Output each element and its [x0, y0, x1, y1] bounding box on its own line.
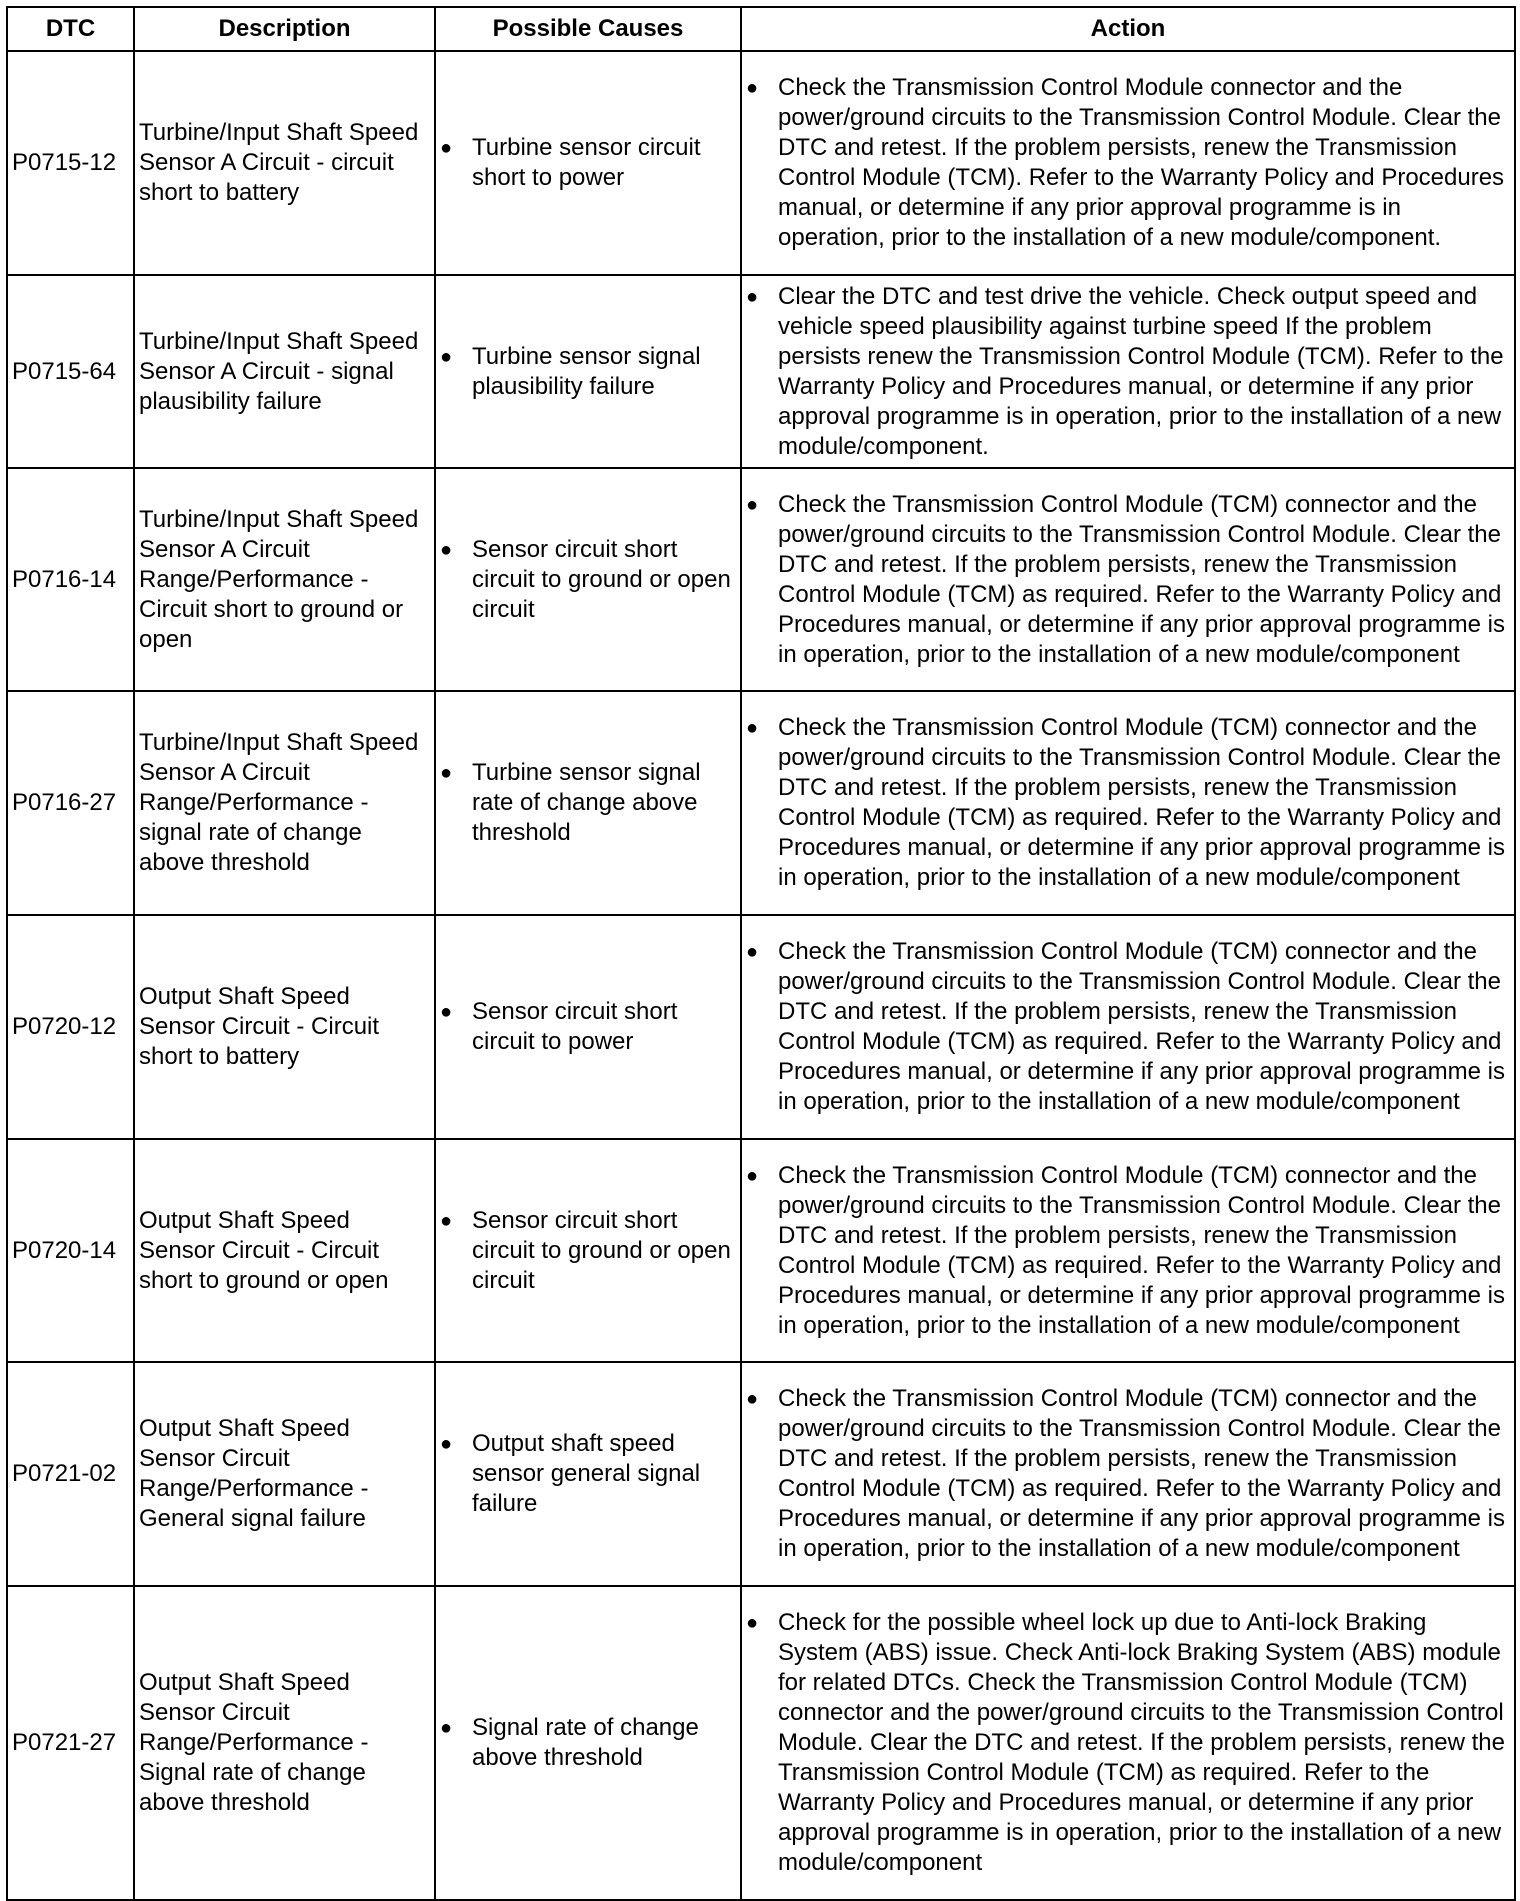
dtc-code: P0721-02 [7, 1362, 134, 1586]
action-text: Check the Transmission Control Module connector and the power/ground circuits to the Transmission Control Module. Clear the DTC and retest. If the problem persists, renew the Transmission Control Module (TCM). Refer to the Warranty Policy and Procedures manual, or determine if any prior approval programme is in operation, prior to the installation of a new module/component. [778, 74, 1505, 251]
bullet-icon: ● [746, 717, 759, 739]
bullet-icon: ● [440, 1001, 453, 1023]
possible-cause-cell [435, 915, 741, 1139]
possible-cause: Sensor circuit short circuit to ground or open circuit [472, 1206, 731, 1294]
possible-cause: Output shaft speed sensor general signal failure [472, 1430, 701, 1517]
possible-cause-cell [435, 275, 741, 468]
possible-cause: Sensor circuit short circuit to power [472, 998, 678, 1055]
possible-cause-cell [435, 51, 741, 275]
action-text: Check the Transmission Control Module (TCM) connector and the power/ground circuits to the Transmission Control Module. Clear the DTC and retest. If the problem persists, renew the Transmission Control Module (TCM) as required. Refer to the Warranty Policy and Procedures manual, or determine if any prior approval programme is in operation, prior to the installation of a new module/component [778, 490, 1505, 668]
bullet-icon: ● [440, 1433, 453, 1455]
action-text: Check for the possible wheel lock up due to Anti-lock Braking System (ABS) issue. Check Anti-lock Braking System (ABS) module for related DTCs. Check the Transmission Control Module (TCM) connector and the power/ground circuits to the Transmission Control Module. Clear the DTC and retest. If the problem persists, renew the Transmission Control Module (TCM) as required. Refer to the Warranty Policy and Procedures manual, or determine if any prior approval programme is in operation, prior to the installation of a new module/component [778, 1609, 1505, 1876]
list-item [746, 490, 1510, 670]
table-row [7, 275, 1515, 468]
bullet-icon: ● [440, 137, 453, 159]
action-cell [741, 275, 1515, 468]
list-item [746, 1384, 1510, 1564]
table-row [7, 468, 1515, 691]
bullet-icon: ● [440, 345, 453, 368]
table-row [7, 51, 1515, 275]
action-text: Check the Transmission Control Module (TCM) connector and the power/ground circuits to the Transmission Control Module. Clear the DTC and retest. If the problem persists, renew the Transmission Control Module (TCM) as required. Refer to the Warranty Policy and Procedures manual, or determine if any prior approval programme is in operation, prior to the installation of a new module/component [778, 938, 1505, 1115]
header-possible-causes: Possible Causes [435, 7, 741, 51]
possible-cause: Turbine sensor signal plausibility failure [472, 342, 701, 400]
list-item [440, 997, 736, 1057]
header-action: Action [741, 7, 1515, 51]
dtc-description: Output Shaft Speed Sensor Circuit Range/Performance - Signal rate of change above threshold [134, 1586, 435, 1900]
dtc-code: P0721-27 [7, 1586, 134, 1900]
list-item [440, 1206, 736, 1296]
dtc-table [6, 6, 1516, 1901]
action-cell [741, 1139, 1515, 1362]
bullet-icon: ● [746, 1612, 759, 1634]
action-cell [741, 1362, 1515, 1586]
dtc-description: Turbine/Input Shaft Speed Sensor A Circuit - circuit short to battery [134, 51, 435, 275]
dtc-code: P0716-27 [7, 691, 134, 915]
dtc-code: P0715-12 [7, 51, 134, 275]
action-cell [741, 691, 1515, 915]
dtc-description: Output Shaft Speed Sensor Circuit - Circuit short to ground or open [134, 1139, 435, 1362]
table-row [7, 691, 1515, 915]
list-item [746, 282, 1510, 462]
dtc-code: P0720-14 [7, 1139, 134, 1362]
table-row [7, 1139, 1515, 1362]
dtc-code: P0720-12 [7, 915, 134, 1139]
action-text: Check the Transmission Control Module (TCM) connector and the power/ground circuits to the Transmission Control Module. Clear the DTC and retest. If the problem persists, renew the Transmission Control Module (TCM) as required. Refer to the Warranty Policy and Procedures manual, or determine if any prior approval programme is in operation, prior to the installation of a new module/component [778, 1161, 1505, 1339]
list-item [746, 73, 1510, 253]
list-item [746, 1608, 1510, 1878]
list-item [746, 937, 1510, 1117]
bullet-icon: ● [440, 762, 453, 784]
action-text: Check the Transmission Control Module (TCM) connector and the power/ground circuits to the Transmission Control Module. Clear the DTC and retest. If the problem persists, renew the Transmission Control Module (TCM) as required. Refer to the Warranty Policy and Procedures manual, or determine if any prior approval programme is in operation, prior to the installation of a new module/component [778, 714, 1505, 891]
bullet-icon: ● [746, 1164, 759, 1187]
list-item [440, 758, 736, 848]
list-item [440, 1429, 736, 1519]
possible-cause-cell [435, 1362, 741, 1586]
list-item [440, 535, 736, 625]
list-item [440, 133, 736, 193]
dtc-description: Output Shaft Speed Sensor Circuit - Circuit short to battery [134, 915, 435, 1139]
bullet-icon: ● [440, 1209, 453, 1232]
bullet-icon: ● [746, 941, 759, 963]
bullet-icon: ● [440, 1717, 453, 1739]
dtc-description: Output Shaft Speed Sensor Circuit Range/Performance - General signal failure [134, 1362, 435, 1586]
action-cell [741, 915, 1515, 1139]
table-row [7, 1586, 1515, 1900]
dtc-description: Turbine/Input Shaft Speed Sensor A Circuit Range/Performance - signal rate of change above threshold [134, 691, 435, 915]
action-cell [741, 51, 1515, 275]
action-text: Clear the DTC and test drive the vehicle. Check output speed and vehicle speed plausibility against turbine speed If the problem persists renew the Transmission Control Module (TCM). Refer to the Warranty Policy and Procedures manual, or determine if any prior approval programme is in operation, prior to the installation of a new module/component. [778, 282, 1504, 460]
table-header-row [7, 7, 1515, 51]
header-dtc: DTC [7, 7, 134, 51]
possible-cause-cell [435, 1586, 741, 1900]
possible-cause-cell [435, 691, 741, 915]
possible-cause: Turbine sensor signal rate of change above threshold [472, 759, 701, 846]
possible-cause: Sensor circuit short circuit to ground or open circuit [472, 535, 731, 623]
dtc-description: Turbine/Input Shaft Speed Sensor A Circuit - signal plausibility failure [134, 275, 435, 468]
table-row [7, 915, 1515, 1139]
possible-cause: Turbine sensor circuit short to power [472, 134, 701, 191]
list-item [746, 1161, 1510, 1341]
action-cell [741, 1586, 1515, 1900]
list-item [440, 342, 736, 402]
dtc-code: P0715-64 [7, 275, 134, 468]
possible-cause-cell [435, 468, 741, 691]
dtc-code: P0716-14 [7, 468, 134, 691]
list-item [746, 713, 1510, 893]
action-text: Check the Transmission Control Module (TCM) connector and the power/ground circuits to the Transmission Control Module. Clear the DTC and retest. If the problem persists, renew the Transmission Control Module (TCM) as required. Refer to the Warranty Policy and Procedures manual, or determine if any prior approval programme is in operation, prior to the installation of a new module/component [778, 1385, 1505, 1562]
dtc-description: Turbine/Input Shaft Speed Sensor A Circuit Range/Performance - Circuit short to ground or open [134, 468, 435, 691]
bullet-icon: ● [746, 493, 759, 516]
table-row [7, 1362, 1515, 1586]
bullet-icon: ● [746, 1388, 759, 1410]
list-item [440, 1713, 736, 1773]
header-description: Description [134, 7, 435, 51]
action-cell [741, 468, 1515, 691]
possible-cause: Signal rate of change above threshold [472, 1714, 699, 1771]
bullet-icon: ● [440, 538, 453, 561]
bullet-icon: ● [746, 77, 759, 99]
possible-cause-cell [435, 1139, 741, 1362]
bullet-icon: ● [746, 285, 759, 308]
